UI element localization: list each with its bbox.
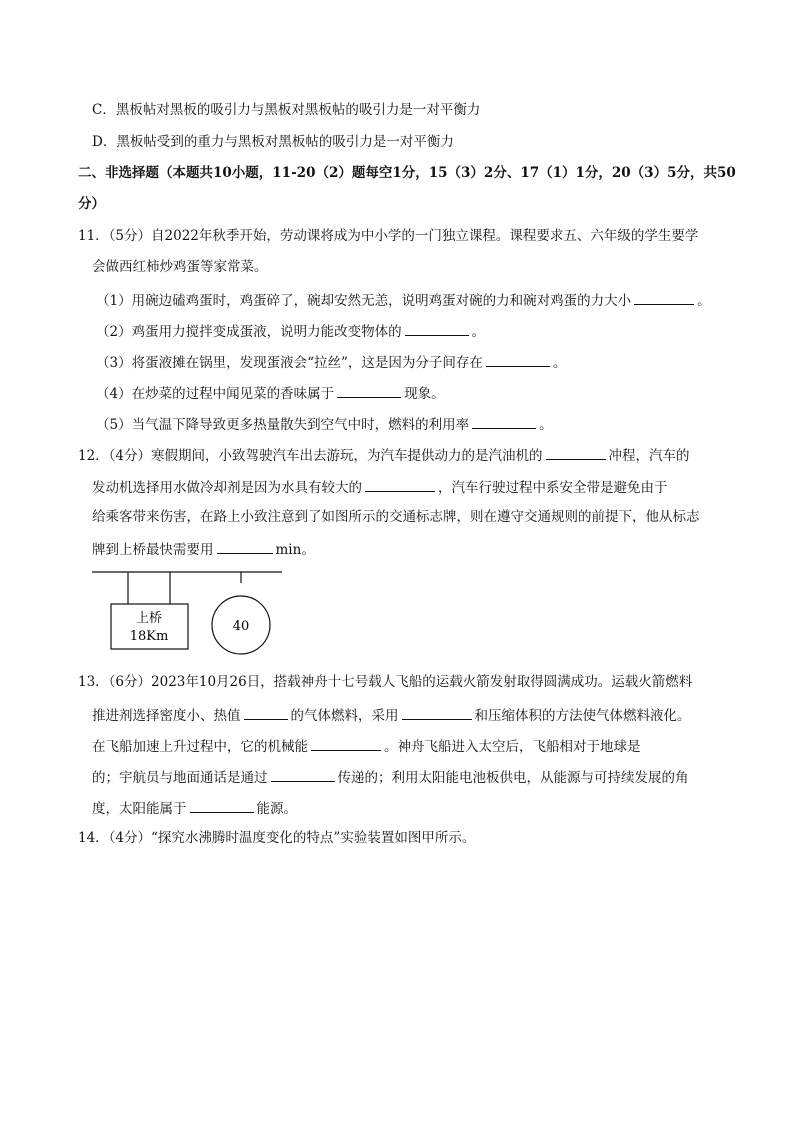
- q11-part5: [96, 413, 553, 435]
- q11-part4: [96, 382, 445, 404]
- option-d: D．黑板帖受到的重力与黑板对黑板帖的吸引力是一对平衡力: [92, 134, 454, 150]
- traffic-sign-figure: [90, 565, 290, 655]
- q11-stem-cont: 会做西红柿炒鸡蛋等家常菜。: [92, 259, 268, 275]
- q12-text2: 发动机选择用水做冷却剂是因为水具有较大的: [92, 480, 362, 496]
- answer-blank[interactable]: [402, 704, 472, 720]
- answer-blank[interactable]: [486, 351, 550, 367]
- q11-part5-text: （5）当气温下降导致更多热量散失到空气中时，燃料的利用率: [96, 417, 470, 433]
- q13-text2a: 推进剂选择密度小、热值: [92, 708, 241, 724]
- q13-text3a: 在飞船加速上升过程中，它的机械能: [92, 739, 308, 755]
- q12-line2: [92, 476, 668, 498]
- answer-blank[interactable]: [365, 476, 435, 492]
- q13-line1: 13．（6分）2023年10月26日，搭载神舟十七号载人飞船的运载火箭发射取得圆满成功。运载火箭燃料: [78, 674, 693, 690]
- answer-blank[interactable]: [634, 289, 694, 305]
- q12-line4: [92, 538, 315, 560]
- q12-text2-end: ，汽车行驶过程中系安全带是避免由于: [438, 480, 668, 496]
- q11-part1-end: 。: [697, 293, 711, 309]
- section-heading: 二、非选择题（本题共10小题，11-20（2）题每空1分，15（3）2分、17（1）1分，20（3）5分，共50: [78, 165, 736, 181]
- q11-part5-end: 。: [539, 417, 553, 433]
- q13-text4a: 的；宇航员与地面通话是通过: [92, 770, 268, 786]
- answer-blank[interactable]: [546, 444, 606, 460]
- sign-distance: 18Km: [129, 629, 169, 644]
- q11-stem: 11．（5分）自2022年秋季开始，劳动课将成为中小学的一门独立课程。课程要求五、六年级的学生要学: [78, 228, 699, 244]
- option-c: C．黑板帖对黑板的吸引力与黑板对黑板帖的吸引力是一对平衡力: [92, 102, 481, 118]
- q12-text1-end: 冲程，汽车的: [608, 448, 690, 464]
- speed-limit-value: 40: [232, 619, 250, 634]
- q14-line1: 14．（4分）“探究水沸腾时温度变化的特点”实验装置如图甲所示。: [78, 830, 476, 846]
- q13-text2c: 和压缩体积的方法使气体燃料液化。: [474, 708, 691, 724]
- q12-text1: 12．（4分）寒假期间，小致驾驶汽车出去游玩，为汽车提供动力的是汽油机的: [78, 448, 543, 464]
- q11-part2-end: 。: [471, 324, 486, 340]
- q13-text3b: 。神舟飞船进入太空后，飞船相对于地球是: [384, 739, 641, 755]
- q13-text5a: 度，太阳能属于: [92, 801, 187, 817]
- q13-text5b: 能源。: [256, 801, 297, 817]
- q13-text2b: 的气体燃料，采用: [290, 708, 399, 724]
- q12-line1: [78, 444, 690, 466]
- q12-text4: 牌到上桥最快需要用: [92, 542, 214, 558]
- q11-part4-end: 现象。: [404, 386, 445, 402]
- answer-blank[interactable]: [190, 797, 254, 813]
- answer-blank[interactable]: [311, 735, 381, 751]
- answer-blank[interactable]: [405, 320, 469, 336]
- section-heading-cont: 分）: [78, 196, 105, 212]
- q11-part3-text: （3）将蛋液摊在锅里，发现蛋液会“拉丝”，这是因为分子间存在: [96, 355, 483, 371]
- q12-line3: 给乘客带来伤害，在路上小致注意到了如图所示的交通标志牌，则在遵守交通规则的前提下，他从标志: [92, 509, 700, 525]
- q11-part1: [96, 289, 711, 311]
- q11-part3: [96, 351, 566, 373]
- answer-blank[interactable]: [271, 766, 335, 782]
- q13-line2: [92, 704, 691, 726]
- answer-blank[interactable]: [217, 538, 273, 554]
- answer-blank[interactable]: [337, 382, 401, 398]
- q11-part1-text: （1）用碗边磕鸡蛋时，鸡蛋碎了，碗却安然无恙，说明鸡蛋对碗的力和碗对鸡蛋的力大小: [96, 293, 632, 309]
- answer-blank[interactable]: [244, 704, 288, 720]
- q11-part4-text: （4）在炒菜的过程中闻见菜的香味属于: [96, 386, 335, 402]
- q13-line4: [92, 766, 689, 788]
- answer-blank[interactable]: [472, 413, 536, 429]
- q13-text4b: 传递的；利用太阳能电池板供电，从能源与可持续发展的角: [337, 770, 689, 786]
- q13-line5: [92, 797, 297, 819]
- q11-part3-end: 。: [552, 355, 567, 371]
- q11-part2-text: （2）鸡蛋用力搅拌变成蛋液，说明力能改变物体的: [96, 324, 402, 340]
- q12-text4-end: min。: [275, 542, 315, 558]
- q11-part2: [96, 320, 485, 342]
- q13-line3: [92, 735, 641, 757]
- sign-destination: 上桥: [135, 611, 163, 626]
